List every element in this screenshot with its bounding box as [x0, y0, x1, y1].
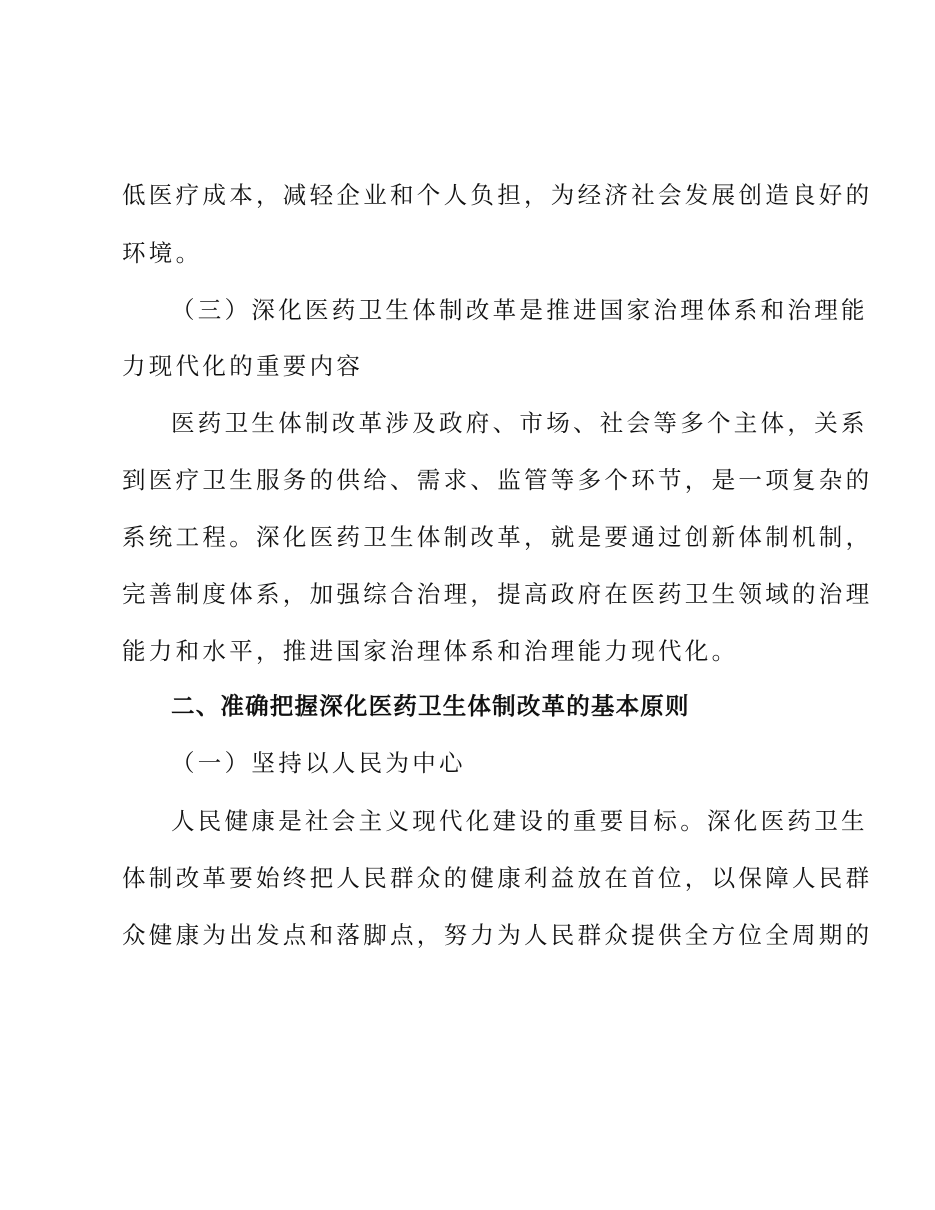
subheading-line: （一）坚持以人民为中心 — [171, 749, 466, 777]
paragraph-line: 体制改革要始终把人民群众的健康利益放在首位，以保障人民群 — [122, 864, 873, 892]
subheading-line: 力现代化的重要内容 — [122, 352, 364, 380]
subheading-line: （三）深化医药卫生体制改革是推进国家治理体系和治理能 — [171, 296, 868, 324]
paragraph-line: 医药卫生体制改革涉及政府、市场、社会等多个主体，关系 — [171, 409, 868, 437]
paragraph-line: 能力和水平，推进国家治理体系和治理能力现代化。 — [122, 637, 739, 665]
paragraph-line: 低医疗成本，减轻企业和个人负担，为经济社会发展创造良好的 — [122, 181, 873, 209]
paragraph-line: 人民健康是社会主义现代化建设的重要目标。深化医药卫生 — [171, 807, 868, 835]
paragraph-line: 系统工程。深化医药卫生体制改革，就是要通过创新体制机制， — [122, 523, 873, 551]
paragraph-line: 众健康为出发点和落脚点，努力为人民群众提供全方位全周期的 — [122, 921, 873, 949]
section-heading: 二、准确把握深化医药卫生体制改革的基本原则 — [171, 692, 690, 720]
paragraph-line: 完善制度体系，加强综合治理，提高政府在医药卫生领域的治理 — [122, 580, 873, 608]
paragraph-line: 环境。 — [122, 239, 203, 267]
paragraph-line: 到医疗卫生服务的供给、需求、监管等多个环节，是一项复杂的 — [122, 466, 873, 494]
